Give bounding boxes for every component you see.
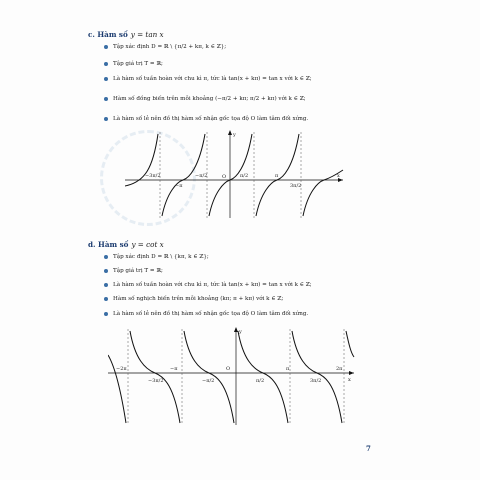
- section-c-bullet: [104, 96, 306, 103]
- section-d-title: [88, 240, 164, 249]
- bullet-text: Tập xác định D = ℝ \ {π/2 + kπ, k ∈ ℤ};: [113, 44, 227, 50]
- section-c-bullet: [104, 61, 163, 68]
- bullet-text: Hàm số đồng biến trên mỗi khoảng (−π/2 + kπ; π/2 + kπ) với k ∈ ℤ;: [113, 96, 306, 102]
- tick-pi-2: π/2: [256, 378, 265, 384]
- cot-branch: [292, 331, 342, 423]
- tick-neg-2pi: −2π: [116, 366, 127, 372]
- bullet-icon: [104, 77, 108, 81]
- x-axis-arrow: [349, 371, 354, 375]
- section-c-bullet: [104, 116, 308, 123]
- bullet-icon: [104, 297, 108, 301]
- bullet-text: Tập giá trị T = ℝ;: [113, 268, 163, 274]
- section-c-function: y = tan x: [130, 30, 164, 39]
- section-c-bullet: [104, 76, 312, 83]
- section-c-bullet: [104, 44, 226, 51]
- cot-graph: [108, 325, 358, 427]
- bullet-text: Hàm số nghịch biến trên mỗi khoảng (kπ; π + kπ) với k ∈ ℤ;: [113, 296, 284, 302]
- tick-pi: π: [275, 173, 279, 179]
- bullet-icon: [104, 312, 108, 316]
- bullet-icon: [104, 45, 108, 49]
- origin-label: O: [226, 366, 231, 372]
- section-c-title: [88, 30, 164, 39]
- bullet-icon: [104, 97, 108, 101]
- origin-label: O: [222, 174, 227, 180]
- bullet-icon: [104, 269, 108, 273]
- y-label: y: [239, 329, 242, 335]
- bullet-text: Là hàm số lẻ nên đồ thị hàm số nhận gốc tọa độ O làm tâm đối xứng.: [113, 311, 309, 317]
- section-d-function: y = cot x: [131, 240, 164, 249]
- section-d-bullet: [104, 311, 308, 318]
- section-d-bullet: [104, 282, 312, 289]
- section-c-label: c. Hàm số: [88, 30, 128, 39]
- bullet-text: Là hàm số tuần hoàn với chu kì π, tức là tan(x + kπ) = tan x với k ∈ ℤ;: [113, 282, 312, 288]
- x-label: x: [348, 377, 351, 383]
- bullet-icon: [104, 117, 108, 121]
- y-label: y: [233, 132, 236, 138]
- section-d-label: d. Hàm số: [88, 240, 129, 249]
- section-d-bullet: [104, 296, 283, 303]
- tick-pi-2: π/2: [240, 173, 249, 179]
- tick-neg-3pi-2: −3π/2: [148, 378, 164, 384]
- bullet-text: Tập giá trị T = ℝ;: [113, 61, 163, 67]
- y-axis-arrow: [234, 327, 238, 332]
- tick-neg-3pi-2: −3π/2: [145, 173, 161, 179]
- bullet-icon: [104, 255, 108, 259]
- y-axis-arrow: [228, 130, 232, 135]
- tick-neg-pi-2: −π/2: [202, 378, 215, 384]
- tick-neg-pi: −π: [170, 366, 178, 372]
- tick-3pi-2: 3π/2: [310, 378, 322, 384]
- section-d-bullet: [104, 268, 163, 275]
- cot-branch: [130, 331, 180, 423]
- tick-pi: π: [286, 366, 290, 372]
- tick-neg-pi: −π: [175, 183, 183, 189]
- bullet-icon: [104, 62, 108, 66]
- tan-graph: [125, 128, 345, 220]
- bullet-text: Là hàm số tuần hoàn với chu kì π, tức là tan(x + kπ) = tan x với k ∈ ℤ;: [113, 76, 312, 82]
- bullet-icon: [104, 283, 108, 287]
- page-number: 7: [366, 444, 371, 453]
- cot-branch: [184, 331, 234, 423]
- x-label: x: [337, 173, 340, 179]
- bullet-text: Tập xác định D = ℝ \ {kπ, k ∈ ℤ};: [113, 254, 209, 260]
- bullet-text: Là hàm số lẻ nên đồ thị hàm số nhận gốc tọa độ O làm tâm đối xứng.: [113, 116, 309, 122]
- cot-branch: [346, 331, 354, 357]
- section-d-bullet: [104, 254, 209, 261]
- tick-2pi: 2π: [336, 366, 343, 372]
- cot-branch: [238, 331, 288, 423]
- tick-neg-pi-2: −π/2: [195, 173, 208, 179]
- tick-3pi-2: 3π/2: [290, 183, 302, 189]
